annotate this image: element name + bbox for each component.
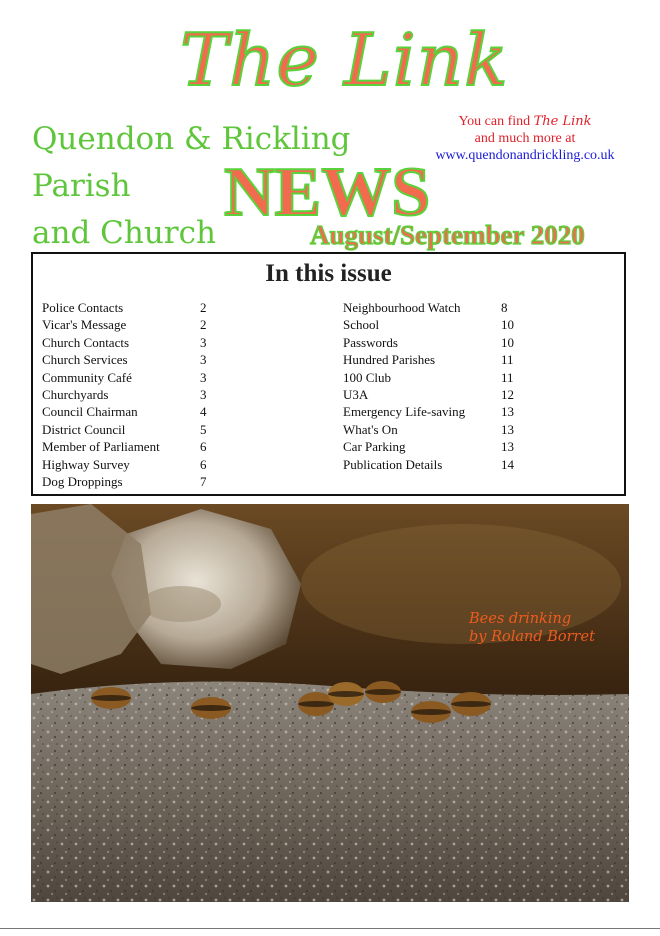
- contents-entry-page: 3: [200, 386, 207, 402]
- contents-entry-title: Member of Parliament: [42, 439, 160, 455]
- contents-entry-page: 14: [501, 456, 514, 472]
- contents-entry-title: Publication Details: [343, 456, 443, 472]
- caption-line: Bees drinking: [469, 611, 572, 627]
- contents-entry-title: Highway Survey: [42, 456, 130, 472]
- website-url[interactable]: www.quendonandrickling.co.uk: [435, 148, 615, 163]
- contents-entry-page: 11: [501, 369, 514, 385]
- contents-entry-page: 3: [200, 334, 207, 350]
- promo-text: You can find: [458, 114, 534, 129]
- contents-entry-page: 5: [200, 421, 207, 437]
- contents-entry-page: 3: [200, 369, 207, 385]
- contents-entry-page: 6: [200, 439, 207, 455]
- contents-entry-title: U3A: [343, 386, 369, 402]
- photo-caption: [469, 610, 595, 646]
- bees-photo-illustration: [31, 504, 629, 902]
- contents-entry-title: 100 Club: [343, 369, 392, 385]
- contents-entry-title: Dog Droppings: [42, 473, 123, 489]
- contents-entry-page: 2: [200, 317, 207, 333]
- contents-entry-page: 13: [501, 421, 514, 437]
- contents-entry-title: Church Services: [42, 352, 128, 368]
- contents-entry-title: Community Café: [42, 369, 132, 385]
- promo-text: and much more at: [474, 131, 576, 146]
- contents-entry-page: 7: [200, 473, 207, 489]
- contents-entry-title: What's On: [343, 421, 398, 437]
- contents-entry-title: Council Chairman: [42, 404, 138, 420]
- contents-entry-title: Car Parking: [343, 439, 406, 455]
- contents-entry-page: 13: [501, 404, 514, 420]
- contents-entry-page: 2: [200, 300, 207, 315]
- contents-entry-title: Passwords: [343, 334, 398, 350]
- masthead-title: The Link: [180, 18, 509, 102]
- page-bottom-rule: [0, 928, 660, 929]
- contents-entry-page: 13: [501, 439, 514, 455]
- promo-link-name: The Link: [533, 114, 592, 129]
- contents-entry-page: 6: [200, 456, 207, 472]
- contents-entry-title: Churchyards: [42, 386, 109, 402]
- contents-entry-page: 8: [501, 300, 508, 315]
- contents-entry-title: Vicar's Message: [42, 317, 127, 333]
- contents-entry-title: Church Contacts: [42, 334, 130, 350]
- contents-box: [31, 252, 626, 496]
- caption-line: by Roland Borret: [469, 629, 595, 645]
- parish-line: Parish: [32, 168, 131, 204]
- contents-entry-page: 3: [200, 352, 207, 368]
- contents-entry-title: District Council: [42, 421, 126, 437]
- contents-entry-title: Neighbourhood Watch: [343, 300, 461, 315]
- website-promo: [420, 113, 630, 164]
- contents-entry-title: Hundred Parishes: [343, 352, 436, 368]
- news-heading: NEWS: [224, 154, 431, 231]
- contents-entry-page: 4: [200, 404, 207, 420]
- contents-entry-title: Police Contacts: [42, 300, 124, 315]
- contents-entry-page: 12: [501, 386, 514, 402]
- contents-heading: In this issue: [265, 260, 392, 287]
- parish-line: and Church: [32, 215, 216, 251]
- contents-entry-title: School: [343, 317, 380, 333]
- contents-entry-page: 10: [501, 334, 514, 350]
- contents-entry-page: 11: [501, 352, 514, 368]
- cover-photo: [31, 504, 629, 902]
- contents-entry-title: Emergency Life-saving: [343, 404, 466, 420]
- parish-line: Quendon & Rickling: [32, 121, 351, 157]
- contents-entry-page: 10: [501, 317, 514, 333]
- issue-date: August/September 2020: [310, 220, 585, 250]
